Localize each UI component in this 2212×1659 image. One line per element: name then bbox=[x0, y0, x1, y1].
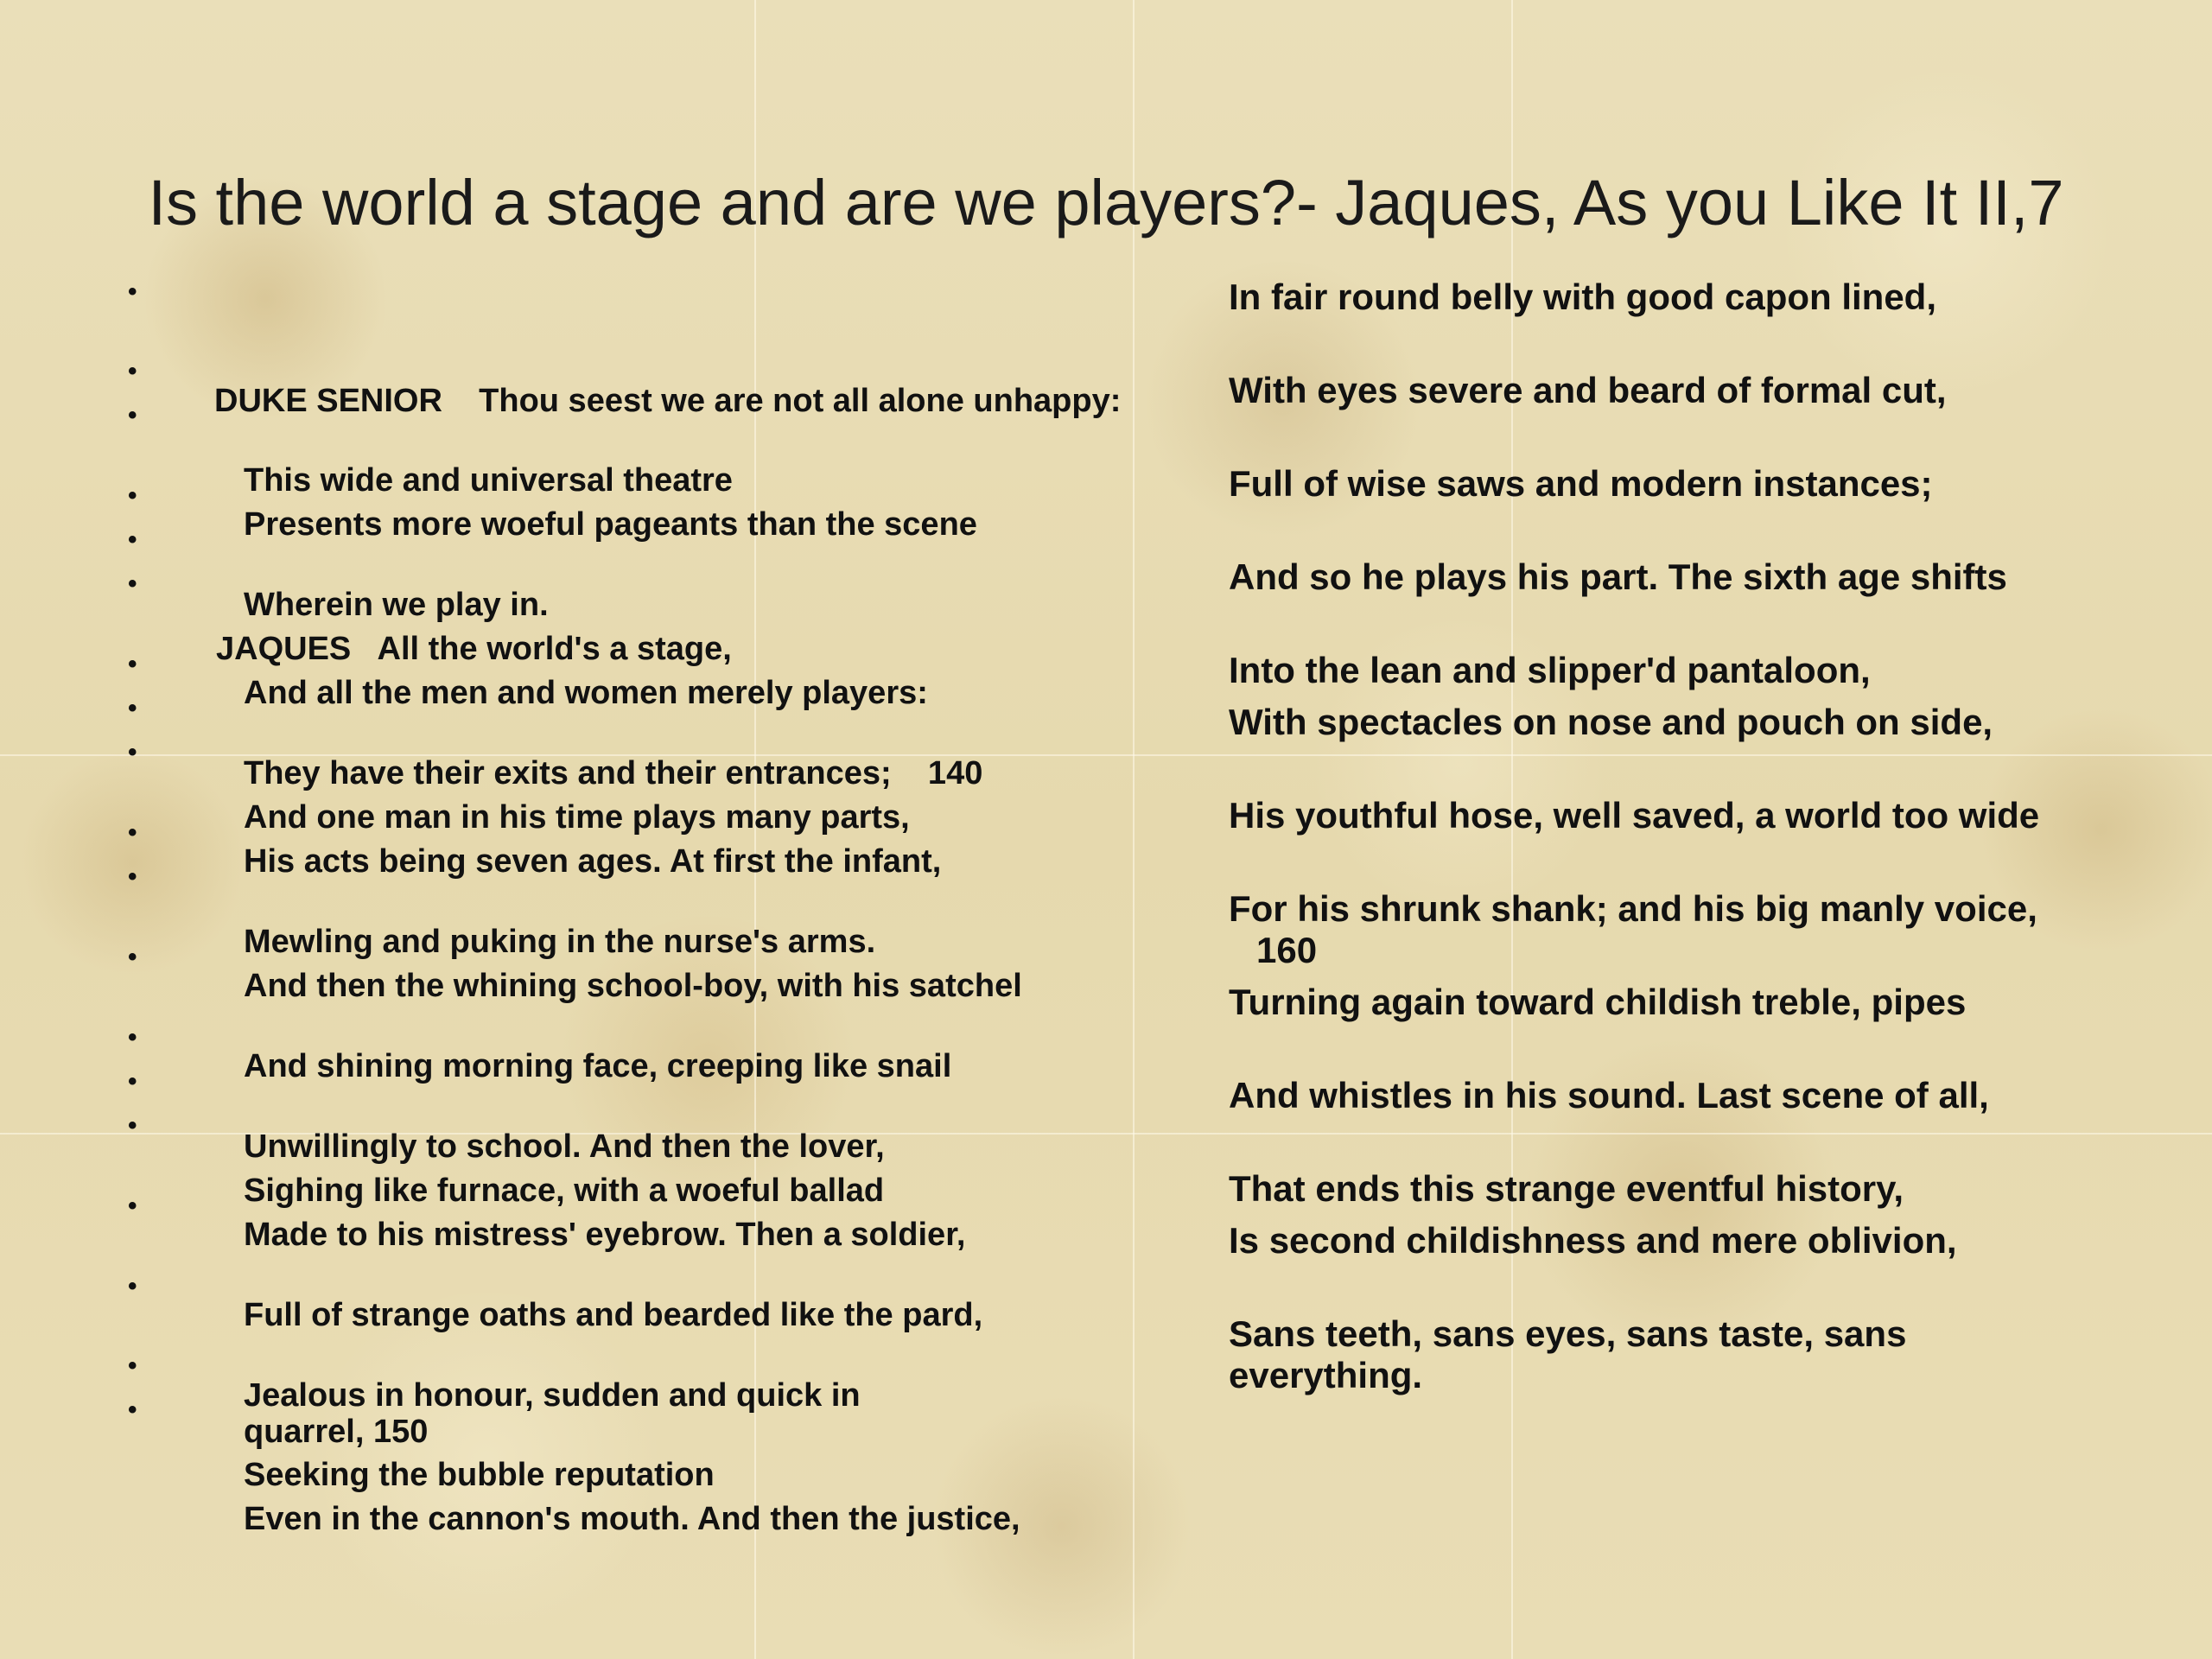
list-item bbox=[128, 274, 1165, 419]
verse-line: That ends this strange eventful history, bbox=[1229, 1168, 1904, 1209]
bullet-icon: • bbox=[128, 525, 137, 554]
bullet-icon: • bbox=[128, 569, 137, 598]
bullet-icon: • bbox=[128, 1111, 137, 1140]
verse-line: Sighing like furnace, with a woeful ballad bbox=[244, 1173, 885, 1209]
verse-line: They have their exits and their entrances; 140 bbox=[244, 755, 983, 791]
verse-line: Even in the cannon's mouth. And then the justice, bbox=[244, 1501, 1020, 1537]
bullet-icon: • bbox=[128, 1395, 137, 1424]
verse-line: DUKE SENIOR Thou seest we are not all alone unhappy: bbox=[214, 383, 1122, 419]
bullet-icon: • bbox=[128, 357, 137, 385]
verse-line: And so he plays his part. The sixth age shifts bbox=[1229, 556, 2007, 597]
verse-line: For his shrunk shank; and his big manly voice, bbox=[1229, 888, 2037, 929]
verse-line: Unwillingly to school. And then the lover, bbox=[244, 1128, 885, 1165]
bullet-icon: • bbox=[128, 1067, 137, 1096]
line-number: 160 bbox=[1256, 930, 1318, 970]
bullet-icon: • bbox=[128, 650, 137, 678]
verse-line: Presents more woeful pageants than the scene bbox=[244, 506, 977, 543]
verse-line: Is second childishness and mere oblivion, bbox=[1229, 1220, 1957, 1261]
bullet-icon: • bbox=[128, 277, 137, 306]
verse-line: And then the whining school-boy, with his satchel bbox=[244, 968, 1022, 1004]
verse-line: Jealous in honour, sudden and quick in quarrel, 150 bbox=[244, 1377, 870, 1450]
verse-line: His youthful hose, well saved, a world too wide bbox=[1229, 795, 2040, 836]
bullet-icon: • bbox=[128, 481, 137, 510]
verse-line: Into the lean and slipper'd pantaloon, bbox=[1229, 650, 1871, 690]
verse-line: Turning again toward childish treble, pipes bbox=[1229, 982, 1967, 1022]
verse-line: His acts being seven ages. At first the infant, bbox=[244, 843, 942, 880]
verse-line: And shining morning face, creeping like snail bbox=[244, 1048, 952, 1084]
verse-line: Mewling and puking in the nurse's arms. bbox=[244, 924, 876, 960]
bullet-icon: • bbox=[128, 738, 137, 766]
verse-line: With eyes severe and beard of formal cut, bbox=[1229, 370, 1947, 410]
verse-line: In fair round belly with good capon lined, bbox=[1229, 276, 1936, 317]
verse-line: everything. bbox=[1229, 1355, 1423, 1395]
bullet-icon: • bbox=[128, 862, 137, 891]
bullet-icon: • bbox=[128, 1192, 137, 1220]
verse-line: Full of strange oaths and bearded like the pard, bbox=[244, 1297, 983, 1333]
list-item bbox=[128, 939, 1165, 1084]
verse-line: Wherein we play in. bbox=[244, 587, 549, 623]
verse-line: And one man in his time plays many parts, bbox=[244, 799, 910, 836]
bullet-icon: • bbox=[128, 401, 137, 429]
bullet-icon: • bbox=[128, 1272, 137, 1300]
verse-line: With spectacles on nose and pouch on side, bbox=[1229, 702, 1993, 742]
verse-line: This wide and universal theatre bbox=[244, 462, 733, 499]
verse-line: Sans teeth, sans eyes, sans taste, sans bbox=[1229, 1313, 1907, 1354]
bullet-icon: • bbox=[128, 694, 137, 722]
list-item bbox=[128, 1268, 1165, 1450]
bullet-icon: • bbox=[128, 1351, 137, 1380]
bullet-icon: • bbox=[128, 943, 137, 971]
verse-line: And all the men and women merely players: bbox=[244, 675, 928, 711]
bullet-icon: • bbox=[128, 818, 137, 847]
slide-title: Is the world a stage and are we players?- Jaques, As you Like It II,7 bbox=[148, 167, 2064, 238]
verse-line: Seeking the bubble reputation bbox=[244, 1457, 715, 1493]
verse-line: Made to his mistress' eyebrow. Then a soldier, bbox=[244, 1217, 966, 1253]
left-verse-list bbox=[128, 274, 1165, 1537]
verse-line: Full of wise saws and modern instances; bbox=[1229, 463, 1933, 504]
verse-line: JAQUES All the world's a stage, bbox=[216, 631, 732, 667]
verse-line: And whistles in his sound. Last scene of all, bbox=[1229, 1075, 1989, 1116]
bullet-icon: • bbox=[128, 1023, 137, 1052]
list-item bbox=[128, 1188, 1165, 1333]
